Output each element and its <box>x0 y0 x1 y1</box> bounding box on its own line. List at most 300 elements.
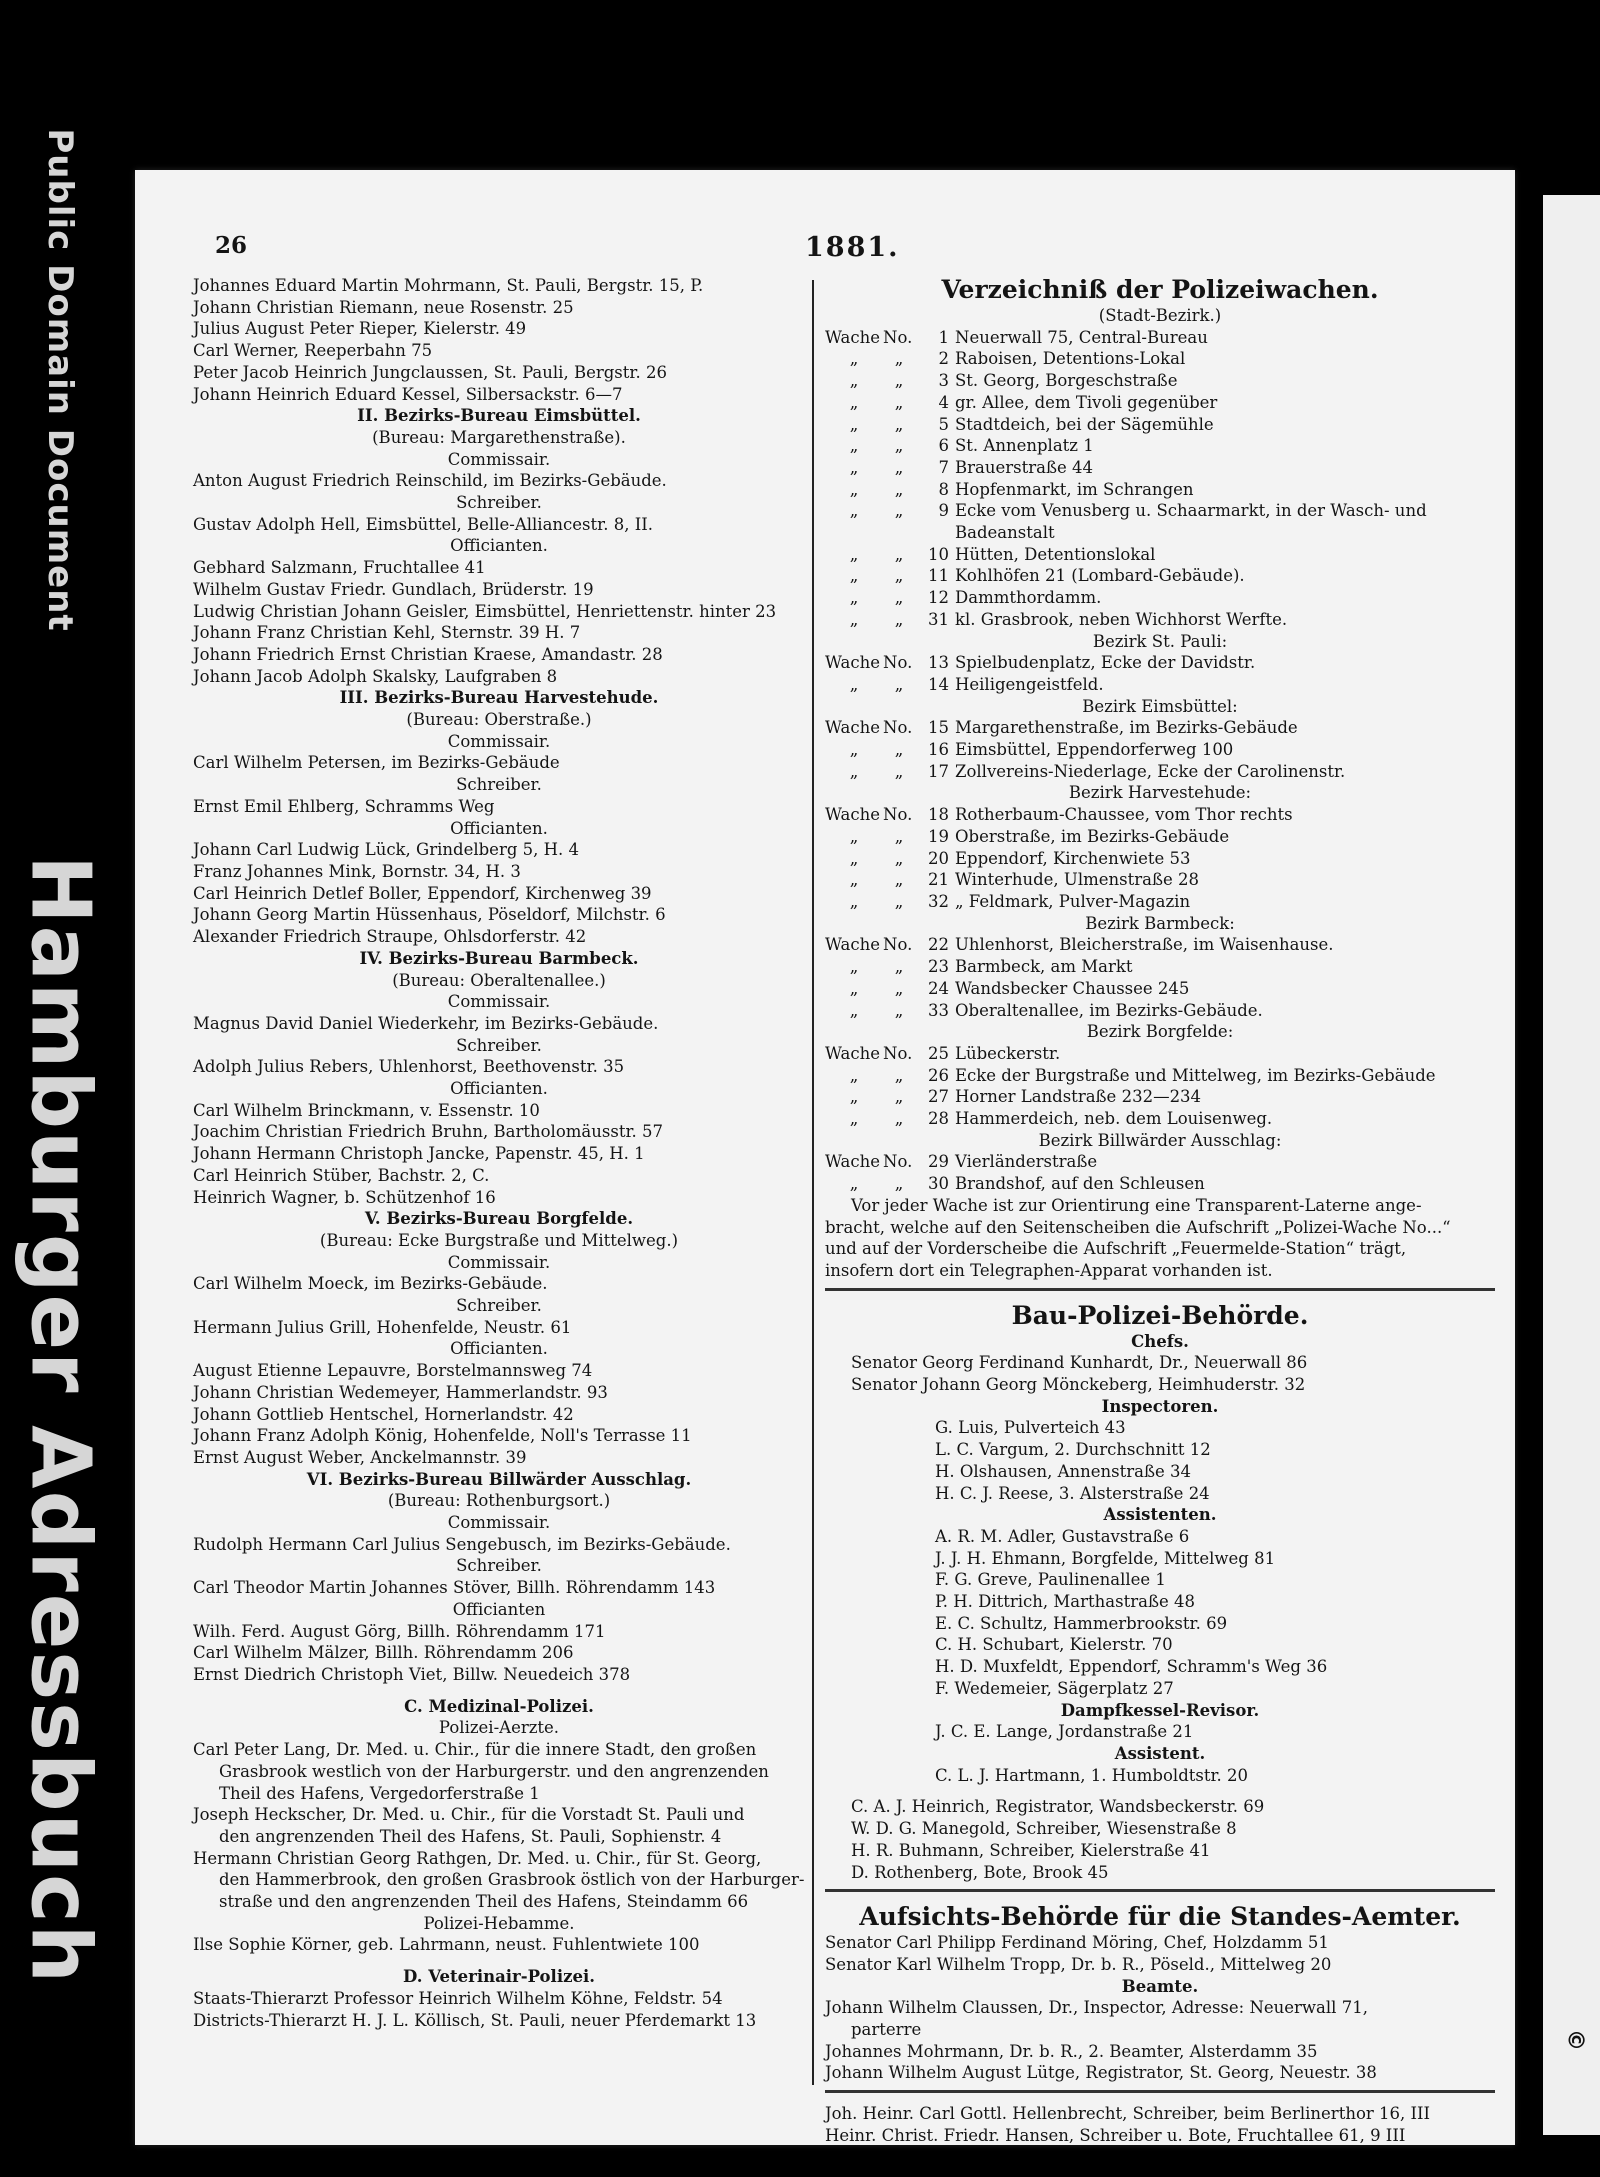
group-label: Schreiber. <box>456 1296 542 1316</box>
wache-address: Eppendorf, Kirchenwiete 53 <box>955 848 1191 868</box>
wache-row <box>825 956 1495 978</box>
listing-entry: Johann Heinrich Eduard Kessel, Silbersackstr. 6—7 <box>193 384 623 404</box>
wache-number: 33 <box>928 1000 949 1020</box>
wache-number: 6 <box>938 436 949 456</box>
listing-entry: Wilhelm Gustav Friedr. Gundlach, Brüderstr. 19 <box>193 579 594 599</box>
wache-row <box>825 479 1495 501</box>
wache-address: Brandshof, auf den Schleusen <box>955 1174 1205 1194</box>
left-column <box>193 275 805 2031</box>
wache-address: St. Annenplatz 1 <box>955 436 1094 456</box>
wache-number: 20 <box>928 848 949 868</box>
district-label: Bezirk St. Pauli: <box>1092 631 1228 651</box>
ditto-mark: „ <box>849 349 859 369</box>
group-label: Officianten <box>452 1599 546 1619</box>
wache-address: Stadtdeich, bei der Sägemühle <box>955 414 1214 434</box>
wache-address: gr. Allee, dem Tivoli gegenüber <box>955 392 1218 412</box>
listing-entry: Johannes Mohrmann, Dr. b. R., 2. Beamter, Alsterdamm 35 <box>825 2041 1318 2061</box>
section-title: D. Veterinair-Polizei. <box>403 1967 595 1987</box>
section-subtitle: (Bureau: Rothenburgsort.) <box>387 1491 611 1511</box>
ditto-mark: „ <box>894 891 904 911</box>
listing-entry: W. D. G. Manegold, Schreiber, Wiesenstraße 8 <box>851 1819 1237 1839</box>
group-label: Officianten. <box>450 818 548 838</box>
listing-entry: C. A. J. Heinrich, Registrator, Wandsbeckerstr. 69 <box>851 1797 1265 1817</box>
ditto-mark: „ <box>849 371 859 391</box>
group-label: Officianten. <box>450 1079 548 1099</box>
listing-entry: Johann Hermann Christoph Jancke, Papenstr. 45, H. 1 <box>193 1144 645 1164</box>
wache-row <box>825 457 1495 479</box>
listing-entry: Wilh. Ferd. August Görg, Billh. Röhrendamm 171 <box>193 1621 606 1641</box>
wache-address: Oberaltenallee, im Bezirks-Gebäude. <box>955 1000 1263 1020</box>
section-title: Aufsichts-Behörde für die Standes-Aemter. <box>859 1902 1461 1932</box>
listing-entry: E. C. Schultz, Hammerbrookstr. 69 <box>935 1613 1228 1633</box>
wache-number: 18 <box>928 805 949 825</box>
listing-entry: D. Rothenberg, Bote, Brook 45 <box>851 1862 1109 1882</box>
wache-row <box>825 544 1495 566</box>
wache-number: 12 <box>928 588 949 608</box>
listing-entry: Johannes Eduard Martin Mohrmann, St. Pauli, Bergstr. 15, P. <box>193 276 704 295</box>
wache-address: Spielbudenplatz, Ecke der Davidstr. <box>955 653 1256 673</box>
listing-entry: Johann Wilhelm August Lütge, Registrator, St. Georg, Neuestr. 38 <box>825 2063 1377 2083</box>
group-label: Commissair. <box>447 1513 551 1533</box>
ditto-mark: „ <box>849 978 859 998</box>
ditto-mark: „ <box>849 414 859 434</box>
listing-entry: F. G. Greve, Paulinenallee 1 <box>935 1570 1166 1590</box>
listing-entry: Carl Wilhelm Moeck, im Bezirks-Gebäude. <box>193 1274 548 1294</box>
listing-entry: Johann Christian Wedemeyer, Hammerlandstr. 93 <box>193 1382 608 1402</box>
scan-margin-right <box>1515 0 1600 2177</box>
listing-entry: Johann Georg Martin Hüssenhaus, Pöseldorf, Milchstr. 6 <box>193 905 666 925</box>
ditto-mark: „ <box>894 609 904 629</box>
ditto-mark: „ <box>894 978 904 998</box>
listing-entry: H. R. Buhmann, Schreiber, Kielerstraße 41 <box>851 1840 1211 1860</box>
ditto-mark: „ <box>849 891 859 911</box>
group-label: Commissair. <box>447 731 551 751</box>
wache-address: Uhlenhorst, Bleicherstraße, im Waisenhause. <box>955 935 1334 955</box>
ditto-mark: „ <box>849 740 859 760</box>
section-rule <box>825 2090 1495 2093</box>
listing-entry: Carl Wilhelm Petersen, im Bezirks-Gebäude <box>193 753 560 773</box>
group-label: Schreiber. <box>456 493 542 513</box>
section-subtitle: (Bureau: Ecke Burgstraße und Mittelweg.) <box>319 1230 679 1250</box>
ditto-mark: „ <box>894 740 904 760</box>
ditto-mark: „ <box>894 1000 904 1020</box>
listing-entry: Johann Carl Ludwig Lück, Grindelberg 5, H. 4 <box>193 840 580 860</box>
wache-word: Wache <box>825 653 880 673</box>
listing-entry: Gebhard Salzmann, Fruchtallee 41 <box>193 558 486 578</box>
section-title: VI. Bezirks-Bureau Billwärder Ausschlag. <box>306 1469 692 1489</box>
wache-number: 7 <box>938 457 949 477</box>
wache-row <box>825 826 1495 848</box>
wache-address: Neuerwall 75, Central-Bureau <box>955 327 1208 347</box>
wache-no-word: No. <box>883 805 913 825</box>
wache-row <box>825 804 1495 826</box>
district-label: Bezirk Barmbeck: <box>1085 913 1235 933</box>
group-label: Polizei-Hebamme. <box>423 1913 575 1933</box>
listing-entry: Senator Georg Ferdinand Kunhardt, Dr., Neuerwall 86 <box>851 1353 1308 1373</box>
ditto-mark: „ <box>849 609 859 629</box>
scan-margin-left <box>0 0 120 2177</box>
listing-entry: Hermann Julius Grill, Hohenfelde, Neustr. 61 <box>193 1317 572 1337</box>
wache-address: Wandsbecker Chaussee 245 <box>955 978 1190 998</box>
listing-entry: Carl Heinrich Stüber, Bachstr. 2, C. <box>193 1165 490 1185</box>
wache-row <box>825 1086 1495 1108</box>
note-line: insofern dort ein Telegraphen-Apparat vorhanden ist. <box>825 1260 1273 1280</box>
listing-entry: Alexander Friedrich Straupe, Ohlsdorferstr. 42 <box>193 927 587 947</box>
wache-number: 31 <box>928 609 949 629</box>
page-year: 1881. <box>805 232 900 263</box>
wache-row <box>825 1065 1495 1087</box>
ditto-mark: „ <box>894 1174 904 1194</box>
wache-address: Badeanstalt <box>955 523 1055 543</box>
listing-entry: Carl Werner, Reeperbahn 75 <box>193 341 433 361</box>
ditto-mark: „ <box>894 566 904 586</box>
ditto-mark: „ <box>894 479 904 499</box>
wache-row <box>825 414 1495 436</box>
vertical-banner-large: Hamburger Adressbuch <box>12 854 108 1986</box>
wache-address: Brauerstraße 44 <box>955 457 1093 477</box>
listing-entry: Anton August Friedrich Reinschild, im Bezirks-Gebäude. <box>193 471 667 491</box>
listing-entry: Johann Wilhelm Claussen, Dr., Inspector, Adresse: Neuerwall 71, <box>825 1998 1368 2018</box>
group-label: Officianten. <box>450 1339 548 1359</box>
ditto-mark: „ <box>849 957 859 977</box>
wache-row <box>825 1108 1495 1130</box>
wache-number: 10 <box>928 544 949 564</box>
vertical-banner-small: Public Domain Document <box>40 128 80 632</box>
wache-address: Vierländerstraße <box>955 1152 1098 1172</box>
listing-entry: Magnus David Daniel Wiederkehr, im Bezirks-Gebäude. <box>193 1013 659 1033</box>
listing-entry: Joachim Christian Friedrich Bruhn, Bartholomäusstr. 57 <box>193 1122 664 1142</box>
listing-entry: Johann Gottlieb Hentschel, Hornerlandstr. 42 <box>193 1404 574 1424</box>
listing-entry: J. C. E. Lange, Jordanstraße 21 <box>935 1722 1194 1742</box>
group-label: Commissair. <box>447 992 551 1012</box>
listing-entry: Johann Christian Riemann, neue Rosenstr. 25 <box>193 297 574 317</box>
right-column <box>825 275 1495 2147</box>
group-label: Schreiber. <box>456 1556 542 1576</box>
ditto-mark: „ <box>894 501 904 521</box>
listing-entry: parterre <box>851 2020 922 2040</box>
group-label: Commissair. <box>447 1252 551 1272</box>
ditto-mark: „ <box>849 761 859 781</box>
district-label: Bezirk Billwärder Ausschlag: <box>1038 1130 1282 1150</box>
wache-no-word: No. <box>883 1043 913 1063</box>
wache-number: 8 <box>938 479 949 499</box>
group-label: Polizei-Aerzte. <box>438 1718 560 1738</box>
wache-row <box>825 327 1495 349</box>
section-subtitle: (Bureau: Oberstraße.) <box>406 710 592 730</box>
ditto-mark: „ <box>894 1087 904 1107</box>
wache-no-word: No. <box>883 935 913 955</box>
wache-row <box>825 587 1495 609</box>
listing-entry: Senator Johann Georg Mönckeberg, Heimhuderstr. 32 <box>851 1375 1306 1395</box>
wache-number: 27 <box>928 1087 949 1107</box>
wache-row <box>825 1000 1495 1022</box>
listing-entry: Carl Wilhelm Brinckmann, v. Essenstr. 10 <box>193 1100 540 1120</box>
wache-address: St. Georg, Borgeschstraße <box>955 371 1178 391</box>
wache-address: Horner Landstraße 232—234 <box>955 1087 1202 1107</box>
wache-row <box>825 392 1495 414</box>
wache-number: 28 <box>928 1109 949 1129</box>
group-label: Beamte. <box>1121 1976 1199 1996</box>
wache-row <box>825 435 1495 457</box>
listing-entry: Franz Johannes Mink, Bornstr. 34, H. 3 <box>193 861 521 881</box>
group-label: Assistent. <box>1114 1744 1206 1763</box>
wache-number: 19 <box>928 826 949 846</box>
wache-address: Heiligengeistfeld. <box>955 674 1104 694</box>
listing-entry: C. H. Schubart, Kielerstr. 70 <box>935 1635 1173 1655</box>
listing-entry: Julius August Peter Rieper, Kielerstr. 49 <box>193 319 527 339</box>
wache-number: 26 <box>928 1065 949 1085</box>
wache-row <box>825 1173 1495 1195</box>
vertical-banner-right: © <box>1562 2029 1588 2051</box>
wache-row <box>825 739 1495 761</box>
section-title: C. Medizinal-Polizei. <box>404 1696 594 1716</box>
ditto-mark: „ <box>849 457 859 477</box>
listing-entry: Carl Wilhelm Mälzer, Billh. Röhrendamm 206 <box>193 1643 574 1663</box>
wache-row <box>825 934 1495 956</box>
ditto-mark: „ <box>849 501 859 521</box>
listing-entry: P. H. Dittrich, Marthastraße 48 <box>935 1592 1195 1612</box>
ditto-mark: „ <box>849 1087 859 1107</box>
wache-row <box>825 609 1495 631</box>
ditto-mark: „ <box>894 870 904 890</box>
wache-address: Rotherbaum-Chaussee, vom Thor rechts <box>955 805 1293 825</box>
wache-number: 17 <box>928 761 949 781</box>
note-line: bracht, welche auf den Seitenscheiben die Aufschrift „Polizei-Wache No...“ <box>825 1217 1451 1237</box>
ditto-mark: „ <box>849 1000 859 1020</box>
listing-entry: Senator Karl Wilhelm Tropp, Dr. b. R., Pöseld., Mittelweg 20 <box>825 1954 1332 1974</box>
ditto-mark: „ <box>894 848 904 868</box>
group-label: Inspectoren. <box>1101 1396 1219 1416</box>
wache-row <box>825 370 1495 392</box>
ditto-mark: „ <box>849 848 859 868</box>
ditto-mark: „ <box>849 674 859 694</box>
listing-entry: Hermann Christian Georg Rathgen, Dr. Med. u. Chir., für St. Georg, <box>193 1848 762 1868</box>
wache-row <box>825 348 1495 370</box>
wache-no-word: No. <box>883 1152 913 1172</box>
listing-entry: Johann Franz Christian Kehl, Sternstr. 39 H. 7 <box>193 623 581 643</box>
group-label: Chefs. <box>1131 1331 1189 1351</box>
listing-entry: Staats-Thierarzt Professor Heinrich Wilhelm Köhne, Feldstr. 54 <box>193 1988 723 2008</box>
listing-entry: Theil des Hafens, Vergedorferstraße 1 <box>219 1783 540 1803</box>
listing-entry: Ernst August Weber, Anckelmannstr. 39 <box>193 1447 527 1467</box>
wache-address: Kohlhöfen 21 (Lombard-Gebäude). <box>955 566 1245 586</box>
listing-entry: Joseph Heckscher, Dr. Med. u. Chir., für die Vorstadt St. Pauli und <box>193 1805 745 1825</box>
wache-number: 29 <box>928 1152 949 1172</box>
wache-row <box>825 869 1495 891</box>
wache-address: Hammerdeich, neb. dem Louisenweg. <box>955 1109 1273 1129</box>
wache-number: 15 <box>928 718 949 738</box>
wache-no-word: No. <box>883 653 913 673</box>
ditto-mark: „ <box>894 349 904 369</box>
listing-entry: Heinrich Wagner, b. Schützenhof 16 <box>193 1187 496 1207</box>
wache-row <box>825 761 1495 783</box>
wache-number: 21 <box>928 870 949 890</box>
listing-entry: Ludwig Christian Johann Geisler, Eimsbüttel, Henriettenstr. hinter 23 <box>193 601 777 621</box>
ditto-mark: „ <box>849 1065 859 1085</box>
listing-entry: straße und den angrenzenden Theil des Hafens, Steindamm 66 <box>219 1892 749 1912</box>
wache-row <box>825 522 1495 544</box>
ditto-mark: „ <box>894 674 904 694</box>
section-title: Verzeichniß der Polizeiwachen. <box>941 275 1379 304</box>
spacer <box>193 1686 805 1696</box>
section-title: V. Bezirks-Bureau Borgfelde. <box>364 1209 634 1229</box>
wache-number: 9 <box>938 501 949 521</box>
wache-no-word: No. <box>883 327 913 347</box>
group-label: Officianten. <box>450 536 548 556</box>
wache-address: Ecke der Burgstraße und Mittelweg, im Bezirks-Gebäude <box>955 1065 1436 1085</box>
wache-word: Wache <box>825 718 880 738</box>
listing-entry: Carl Heinrich Detlef Boller, Eppendorf, Kirchenweg 39 <box>193 883 652 903</box>
document-page <box>135 170 1515 2145</box>
listing-entry: Johann Friedrich Ernst Christian Kraese, Amandastr. 28 <box>193 644 663 664</box>
listing-entry: J. J. H. Ehmann, Borgfelde, Mittelweg 81 <box>935 1548 1276 1568</box>
section-subtitle: (Bureau: Margarethenstraße). <box>372 427 626 447</box>
wache-number: 30 <box>928 1174 949 1194</box>
ditto-mark: „ <box>894 436 904 456</box>
ditto-mark: „ <box>894 371 904 391</box>
wache-address: Dammthordamm. <box>955 588 1102 608</box>
note-line: und auf der Vorderscheibe die Aufschrift „Feuermelde-Station“ trägt, <box>825 1239 1407 1259</box>
wache-row <box>825 1151 1495 1173</box>
ditto-mark: „ <box>849 479 859 499</box>
page-header <box>215 232 1505 272</box>
listing-entry: Peter Jacob Heinrich Jungclaussen, St. Pauli, Bergstr. 26 <box>193 362 667 382</box>
ditto-mark: „ <box>894 588 904 608</box>
listing-entry: Carl Peter Lang, Dr. Med. u. Chir., für die innere Stadt, den großen <box>193 1740 757 1760</box>
wache-number: 4 <box>938 392 949 412</box>
listing-entry: L. C. Vargum, 2. Durchschnitt 12 <box>935 1440 1211 1460</box>
section-rule <box>825 1889 1495 1892</box>
district-label: Bezirk Harvestehude: <box>1068 783 1252 803</box>
ditto-mark: „ <box>849 566 859 586</box>
wache-row <box>825 717 1495 739</box>
wache-row <box>825 1043 1495 1065</box>
listing-entry: Ernst Emil Ehlberg, Schramms Weg <box>193 796 495 816</box>
listing-entry: Adolph Julius Rebers, Uhlenhorst, Beethovenstr. 35 <box>193 1057 625 1077</box>
wache-number: 22 <box>928 935 949 955</box>
wache-word: Wache <box>825 805 880 825</box>
wache-number: 24 <box>928 978 949 998</box>
listing-entry: F. Wedemeier, Sägerplatz 27 <box>935 1678 1174 1698</box>
district-label: Bezirk Eimsbüttel: <box>1082 696 1238 716</box>
listing-entry: Johann Franz Adolph König, Hohenfelde, Noll's Terrasse 11 <box>193 1426 692 1446</box>
ditto-mark: „ <box>849 392 859 412</box>
wache-no-word: No. <box>883 718 913 738</box>
ditto-mark: „ <box>894 826 904 846</box>
group-label: Dampfkessel-Revisor. <box>1060 1700 1260 1720</box>
listing-entry: Rudolph Hermann Carl Julius Sengebusch, im Bezirks-Gebäude. <box>193 1534 731 1554</box>
listing-entry: Grasbrook westlich von der Harburgerstr. und den angrenzenden <box>219 1761 769 1781</box>
section-subtitle: (Bureau: Oberaltenallee.) <box>392 970 606 990</box>
ditto-mark: „ <box>894 1109 904 1129</box>
section-subtitle: (Stadt-Bezirk.) <box>1098 306 1222 325</box>
listing-entry: den angrenzenden Theil des Hafens, St. Pauli, Sophienstr. 4 <box>219 1826 722 1846</box>
wache-row <box>825 652 1495 674</box>
wache-number: 5 <box>938 414 949 434</box>
ditto-mark: „ <box>894 544 904 564</box>
group-label: Schreiber. <box>456 775 542 795</box>
listing-entry: H. C. J. Reese, 3. Alsterstraße 24 <box>935 1483 1210 1503</box>
wache-address: Zollvereins-Niederlage, Ecke der Carolinenstr. <box>955 761 1346 781</box>
group-label: Assistenten. <box>1103 1505 1217 1525</box>
ditto-mark: „ <box>894 457 904 477</box>
section-title: III. Bezirks-Bureau Harvestehude. <box>339 688 659 708</box>
ditto-mark: „ <box>849 436 859 456</box>
wache-address: Oberstraße, im Bezirks-Gebäude <box>955 826 1230 846</box>
wache-number: 14 <box>928 674 949 694</box>
listing-entry: G. Luis, Pulverteich 43 <box>935 1418 1126 1438</box>
listing-entry: Senator Carl Philipp Ferdinand Möring, Chef, Holzdamm 51 <box>825 1933 1329 1953</box>
wache-row <box>825 674 1495 696</box>
wache-number: 25 <box>928 1043 949 1063</box>
wache-address: Ecke vom Venusberg u. Schaarmarkt, in der Wasch- und <box>955 501 1427 521</box>
listing-entry: Gustav Adolph Hell, Eimsbüttel, Belle-Alliancestr. 8, II. <box>193 514 653 534</box>
wache-address: Barmbeck, am Markt <box>955 957 1133 977</box>
section-title: Bau-Polizei-Behörde. <box>1011 1300 1309 1330</box>
page-number: 26 <box>215 232 248 259</box>
listing-entry: Johann Jacob Adolph Skalsky, Laufgraben 8 <box>193 666 558 686</box>
ditto-mark: „ <box>849 1174 859 1194</box>
listing-entry: Ernst Diedrich Christoph Viet, Billw. Neuedeich 378 <box>193 1665 631 1684</box>
wache-row <box>825 891 1495 913</box>
wache-row <box>825 978 1495 1000</box>
listing-entry: Districts-Thierarzt H. J. L. Köllisch, St. Pauli, neuer Pferdemarkt 13 <box>193 2010 757 2030</box>
wache-number: 11 <box>928 566 949 586</box>
ditto-mark: „ <box>849 544 859 564</box>
listing-entry: Heinr. Christ. Friedr. Hansen, Schreiber u. Bote, Fruchtallee 61, 9 III <box>825 2125 1406 2145</box>
ditto-mark: „ <box>849 826 859 846</box>
wache-address: kl. Grasbrook, neben Wichhorst Werfte. <box>955 609 1288 629</box>
section-title: IV. Bezirks-Bureau Barmbeck. <box>359 948 639 968</box>
wache-row <box>825 848 1495 870</box>
district-label: Bezirk Borgfelde: <box>1086 1022 1234 1042</box>
wache-address: Raboisen, Detentions-Lokal <box>955 349 1186 369</box>
ditto-mark: „ <box>894 414 904 434</box>
listing-entry: Carl Theodor Martin Johannes Stöver, Billh. Röhrendamm 143 <box>193 1578 716 1598</box>
wache-word: Wache <box>825 935 880 955</box>
ditto-mark: „ <box>894 761 904 781</box>
adjacent-page-edge <box>1543 195 1600 2135</box>
note-line: Vor jeder Wache ist zur Orientirung eine Transparent-Laterne ange- <box>851 1195 1422 1215</box>
wache-row <box>825 565 1495 587</box>
spacer <box>193 1956 805 1966</box>
listing-entry: Ilse Sophie Körner, geb. Lahrmann, neust. Fuhlentwiete 100 <box>193 1935 700 1955</box>
wache-address: Margarethenstraße, im Bezirks-Gebäude <box>955 718 1298 738</box>
group-label: Schreiber. <box>456 1035 542 1055</box>
wache-address: Lübeckerstr. <box>955 1043 1061 1063</box>
ditto-mark: „ <box>894 957 904 977</box>
ditto-mark: „ <box>849 588 859 608</box>
group-label: Commissair. <box>447 449 551 469</box>
wache-number: 23 <box>928 957 949 977</box>
wache-word: Wache <box>825 327 880 347</box>
section-rule <box>825 1288 1495 1291</box>
wache-address: Hopfenmarkt, im Schrangen <box>955 479 1194 499</box>
spacer <box>825 1786 1495 1796</box>
wache-address: Eimsbüttel, Eppendorferweg 100 <box>955 740 1234 760</box>
wache-number: 32 <box>928 891 949 911</box>
wache-address: Hütten, Detentionslokal <box>955 544 1156 564</box>
wache-number: 16 <box>928 740 949 760</box>
ditto-mark: „ <box>849 870 859 890</box>
listing-entry: C. L. J. Hartmann, 1. Humboldtstr. 20 <box>935 1765 1249 1785</box>
ditto-mark: „ <box>894 392 904 412</box>
wache-address: Winterhude, Ulmenstraße 28 <box>955 870 1199 890</box>
listing-entry: A. R. M. Adler, Gustavstraße 6 <box>935 1526 1190 1546</box>
listing-entry: H. D. Muxfeldt, Eppendorf, Schramm's Weg 36 <box>935 1657 1328 1677</box>
wache-number: 13 <box>928 653 949 673</box>
column-divider <box>812 280 814 2085</box>
